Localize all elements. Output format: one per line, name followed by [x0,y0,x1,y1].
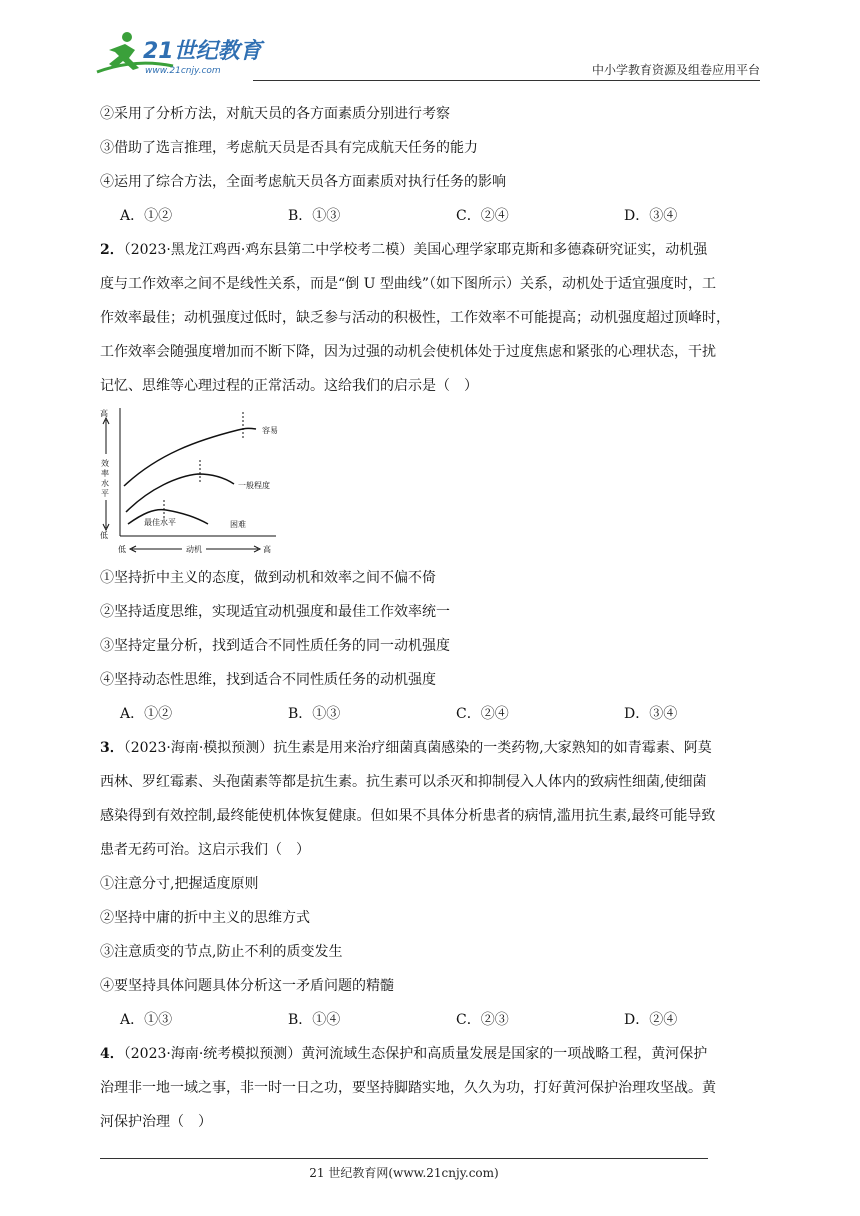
q3-option-c: C．②③ [456,1012,509,1028]
q3-option-d: D．②④ [624,1012,678,1028]
q2-option-b: B．①③ [288,706,341,722]
q2-option-a: A．①② [120,706,173,722]
footer-divider [100,1158,708,1159]
logo-url: www.21cnjy.com [145,66,221,76]
q3-line-3: 感染得到有效控制,最终能使机体恢复健康。但如果不具体分析患者的病情,滥用抗生素,最终可能导致 [100,808,716,824]
q2-line-4: 工作效率会随强度增加而不断下降，因为过强的动机会使机体处于过度焦虑和紧张的心理状态，干扰 [100,344,716,360]
y-axis-label-1: 效 [101,459,109,468]
y-axis-label-3: 水 [101,479,109,488]
x-axis-high-label: 高 [263,545,271,554]
q4-line-1: 4．（2023·海南·统考模拟预测）黄河流域生态保护和高质量发展是国家的一项战略工程，黄河保护 [100,1046,708,1062]
q2-statement-1: ①坚持折中主义的态度，做到动机和效率之间不偏不倚 [100,570,436,586]
q3-statement-1: ①注意分寸,把握适度原则 [100,876,259,892]
q1-option-c: C．②④ [456,208,509,224]
q1-option-a: A．①② [120,208,173,224]
q2-number: 2． [100,242,124,258]
q1-statement-4: ④运用了综合方法，全面考虑航天员各方面素质对执行任务的影响 [100,174,506,190]
curve-label-medium: 一般程度 [238,481,270,490]
q4-line-2: 治理非一地一域之事，非一时一日之功，要坚持脚踏实地，久久为功，打好黄河保护治理攻坚战。黄 [100,1080,716,1096]
header-tagline: 中小学教育资源及组卷应用平台 [591,63,760,77]
q3-line-4: 患者无药可治。这启示我们（ ） [100,842,310,858]
q3-options [120,1010,785,1030]
q2-option-c: C．②④ [456,706,509,722]
x-axis-low-label: 低 [118,545,126,554]
y-axis-low-label: 低 [100,531,108,540]
q1-option-b: B．①③ [288,208,341,224]
y-axis-label-4: 平 [101,489,109,498]
q1-option-d: D．③④ [624,208,678,224]
y-axis-label-2: 率 [101,469,109,478]
site-logo [95,28,265,78]
q1-options [120,206,785,226]
q1-statement-2: ②采用了分析方法，对航天员的各方面素质分别进行考察 [100,106,450,122]
page-header [95,28,760,80]
q2-statement-4: ④坚持动态性思维，找到适合不同性质任务的动机强度 [100,672,436,688]
x-axis-label: 动机 [186,545,202,554]
y-axis-high-label: 高 [100,409,108,418]
curve-easy [124,428,256,486]
q4-line-3: 河保护治理（ ） [100,1114,212,1130]
header-divider [253,80,760,81]
yerkes-dodson-figure [98,404,278,556]
q2-options [120,704,785,724]
q3-statement-3: ③注意质变的节点,防止不利的质变发生 [100,944,343,960]
curve-label-hard: 困难 [230,520,246,529]
q3-statement-4: ④要坚持具体问题具体分析这一矛盾问题的精髓 [100,978,394,994]
q3-statement-2: ②坚持中庸的折中主义的思维方式 [100,910,310,926]
q3-line-1: 3．（2023·海南·模拟预测）抗生素是用来治疗细菌真菌感染的一类药物,大家熟知的如青霉素、阿莫 [100,740,712,756]
q2-line-5: 记忆、思维等心理过程的正常活动。这给我们的启示是（ ） [100,378,478,394]
page-footer: 21 世纪教育网(www.21cnjy.com) [309,1166,499,1180]
q3-option-b: B．①④ [288,1012,341,1028]
q2-statement-2: ②坚持适度思维，实现适宜动机强度和最佳工作效率统一 [100,604,450,620]
q2-statement-3: ③坚持定量分析，找到适合不同性质任务的同一动机强度 [100,638,450,654]
q3-line-2: 西林、罗红霉素、头孢菌素等都是抗生素。抗生素可以杀灭和抑制侵入人体内的致病性细菌,使细菌 [100,774,707,790]
q2-option-d: D．③④ [624,706,678,722]
optimal-level-label: 最佳水平 [144,518,176,527]
q2-line-2: 度与工作效率之间不是线性关系，而是“倒 U 型曲线”（如下图所示）关系，动机处于适宜强度时，工 [100,276,717,292]
q1-statement-3: ③借助了选言推理，考虑航天员是否具有完成航天任务的能力 [100,140,478,156]
curve-medium [126,474,234,512]
q4-number: 4． [100,1046,124,1062]
q3-number: 3． [100,740,124,756]
q3-option-a: A．①③ [120,1012,173,1028]
logo-text: 21世纪教育 [143,39,262,64]
curve-label-easy: 容易 [262,426,278,435]
q2-line-3: 作效率最佳；动机强度过低时，缺乏参与活动的积极性，工作效率不可能提高；动机强度超过顶峰时， [100,310,730,326]
q2-line-1: 2．（2023·黑龙江鸡西·鸡东县第二中学校考二模）美国心理学家耶克斯和多德森研究证实，动机强 [100,242,708,258]
